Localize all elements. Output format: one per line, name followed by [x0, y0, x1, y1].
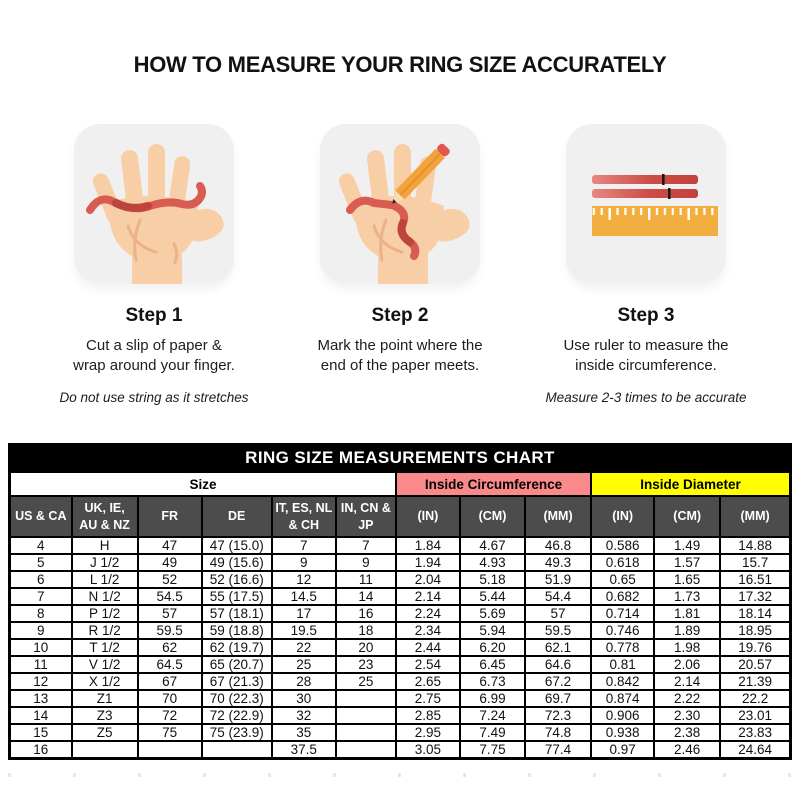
column-header: (MM): [525, 496, 591, 537]
table-cell: 0.906: [591, 707, 654, 724]
table-cell: 1.98: [654, 639, 720, 656]
table-cell: 2.24: [396, 605, 460, 622]
table-cell: 2.04: [396, 571, 460, 588]
table-cell: 0.874: [591, 690, 654, 707]
table-cell: Z5: [72, 724, 138, 741]
table-cell: 19.5: [272, 622, 336, 639]
table-cell: 11: [10, 656, 72, 673]
step-desc-line: Cut a slip of paper &: [86, 337, 222, 354]
column-header: US & CA: [10, 496, 72, 537]
table-cell: 62: [138, 639, 202, 656]
column-header: (CM): [460, 496, 525, 537]
column-header: FR: [138, 496, 202, 537]
size-group-header: Size: [10, 472, 396, 496]
table-cell: V 1/2: [72, 656, 138, 673]
table-cell: 25: [336, 673, 396, 690]
table-cell: 22: [272, 639, 336, 656]
column-header: (IN): [591, 496, 654, 537]
step-2-title: Step 2: [371, 305, 429, 326]
table-cell: 59 (18.8): [202, 622, 272, 639]
table-cell: 46.8: [525, 537, 591, 554]
table-cell: 1.73: [654, 588, 720, 605]
table-cell: 14: [10, 707, 72, 724]
table-cell: 6.99: [460, 690, 525, 707]
paper-strip-marked: [592, 174, 698, 199]
table-cell: 0.618: [591, 554, 654, 571]
table-cell: 2.46: [654, 741, 720, 758]
table-cell: 23.01: [720, 707, 790, 724]
table-cell: 20.57: [720, 656, 790, 673]
step-3-note: Measure 2-3 times to be accurate: [545, 389, 747, 405]
step-3: [526, 124, 766, 407]
table-cell: 6.73: [460, 673, 525, 690]
table-row: [10, 588, 791, 605]
table-cell: 7.49: [460, 724, 525, 741]
table-cell: 0.746: [591, 622, 654, 639]
table-cell: 59.5: [525, 622, 591, 639]
table-cell: 51.9: [525, 571, 591, 588]
table-cell: 72.3: [525, 707, 591, 724]
table-cell: 18.95: [720, 622, 790, 639]
table-cell: Z3: [72, 707, 138, 724]
table-cell: 1.49: [654, 537, 720, 554]
step-desc-line: inside circumference.: [575, 357, 717, 375]
table-cell: 59.5: [138, 622, 202, 639]
table-cell: 55 (17.5): [202, 588, 272, 605]
table-cell: H: [72, 537, 138, 554]
table-cell: 24.64: [720, 741, 790, 758]
table-cell: N 1/2: [72, 588, 138, 605]
step-1-note: Do not use string as it stretches: [59, 389, 249, 405]
ruler-with-paper-strips-icon: [566, 124, 726, 284]
table-cell: 2.75: [396, 690, 460, 707]
table-cell: 47 (15.0): [202, 537, 272, 554]
table-cell: 0.714: [591, 605, 654, 622]
column-header: (CM): [654, 496, 720, 537]
table-cell: 2.38: [654, 724, 720, 741]
table-cell: 2.30: [654, 707, 720, 724]
table-cell: 62 (19.7): [202, 639, 272, 656]
ring-size-table: [8, 443, 792, 760]
table-cell: 37.5: [272, 741, 336, 758]
table-cell: 64.5: [138, 656, 202, 673]
table-cell: 57: [138, 605, 202, 622]
table-cell: 7.75: [460, 741, 525, 758]
table-cell: 74.8: [525, 724, 591, 741]
table-cell: 4.67: [460, 537, 525, 554]
table-cell: 32: [272, 707, 336, 724]
group-header-row: [10, 472, 791, 496]
table-cell: 7: [10, 588, 72, 605]
table-cell: 57 (18.1): [202, 605, 272, 622]
table-row: [10, 707, 791, 724]
table-cell: 70 (22.3): [202, 690, 272, 707]
table-cell: 52: [138, 571, 202, 588]
table-cell: 14.5: [272, 588, 336, 605]
table-cell: 2.14: [654, 673, 720, 690]
step-3-illustration-card: [566, 124, 726, 284]
table-cell: 6.20: [460, 639, 525, 656]
page-title: HOW TO MEASURE YOUR RING SIZE ACCURATELY: [133, 52, 667, 77]
table-cell: 75: [138, 724, 202, 741]
table-cell: 14: [336, 588, 396, 605]
table-cell: 18.14: [720, 605, 790, 622]
table-cell: L 1/2: [72, 571, 138, 588]
hand-with-paper-strip-icon: [74, 124, 234, 284]
table-row: [10, 673, 791, 690]
table-cell: 0.682: [591, 588, 654, 605]
table-cell: 4.93: [460, 554, 525, 571]
column-header: DE: [202, 496, 272, 537]
step-3-title: Step 3: [617, 305, 675, 326]
table-cell: 67 (21.3): [202, 673, 272, 690]
step-2: [280, 124, 520, 407]
table-cell: 72: [138, 707, 202, 724]
table-cell: [336, 690, 396, 707]
table-cell: 49 (15.6): [202, 554, 272, 571]
column-header: (MM): [720, 496, 790, 537]
table-cell: 0.586: [591, 537, 654, 554]
step-1-description: [73, 336, 235, 377]
table-cell: 9: [336, 554, 396, 571]
table-cell: X 1/2: [72, 673, 138, 690]
table-cell: 72 (22.9): [202, 707, 272, 724]
step-desc-line: Mark the point where the: [317, 337, 483, 354]
table-cell: [202, 741, 272, 758]
table-cell: 5.94: [460, 622, 525, 639]
table-cell: 9: [10, 622, 72, 639]
table-row: [10, 537, 791, 554]
table-cell: 1.94: [396, 554, 460, 571]
table-cell: 35: [272, 724, 336, 741]
table-cell: 1.57: [654, 554, 720, 571]
table-row: [10, 554, 791, 571]
step-1-title: Step 1: [125, 305, 183, 326]
table-cell: 7: [272, 537, 336, 554]
table-cell: 5.69: [460, 605, 525, 622]
table-title-row: [10, 444, 791, 472]
ring-size-guide-page: [0, 52, 800, 777]
table-cell: 64.6: [525, 656, 591, 673]
table-cell: 0.97: [591, 741, 654, 758]
table-cell: 9: [272, 554, 336, 571]
table-cell: 7: [336, 537, 396, 554]
table-cell: 2.22: [654, 690, 720, 707]
table-cell: 23: [336, 656, 396, 673]
table-cell: 23.83: [720, 724, 790, 741]
table-cell: 52 (16.6): [202, 571, 272, 588]
column-header: IT, ES, NL & CH: [272, 496, 336, 537]
table-cell: 2.65: [396, 673, 460, 690]
step-desc-line: end of the paper meets.: [320, 357, 480, 375]
table-cell: 57: [525, 605, 591, 622]
column-header: (IN): [396, 496, 460, 537]
table-cell: 4: [10, 537, 72, 554]
table-cell: 5.44: [460, 588, 525, 605]
table-cell: 7.24: [460, 707, 525, 724]
step-2-description: [317, 336, 482, 377]
table-cell: 67: [138, 673, 202, 690]
step-3-description: [563, 336, 728, 377]
table-row: [10, 622, 791, 639]
table-cell: [138, 741, 202, 758]
table-cell: 0.778: [591, 639, 654, 656]
table-cell: P 1/2: [72, 605, 138, 622]
ruler: [592, 206, 718, 236]
column-header-row: [10, 496, 791, 537]
table-cell: 10: [10, 639, 72, 656]
inside-diameter-group-header: Inside Diameter: [591, 472, 790, 496]
table-cell: 5: [10, 554, 72, 571]
table-cell: 6.45: [460, 656, 525, 673]
table-cell: 8: [10, 605, 72, 622]
table-cell: 54.4: [525, 588, 591, 605]
steps-section: [0, 124, 800, 407]
step-1: [34, 124, 274, 407]
table-cell: 21.39: [720, 673, 790, 690]
hand: [90, 144, 223, 284]
table-cell: 75 (23.9): [202, 724, 272, 741]
cropped-next-section-edge: [8, 773, 792, 777]
table-row: [10, 724, 791, 741]
table-cell: 47: [138, 537, 202, 554]
table-cell: 12: [10, 673, 72, 690]
table-cell: 12: [272, 571, 336, 588]
inside-circumference-group-header: Inside Circumference: [396, 472, 591, 496]
table-cell: 16: [10, 741, 72, 758]
table-cell: 22.2: [720, 690, 790, 707]
table-cell: 65 (20.7): [202, 656, 272, 673]
table-cell: 19.76: [720, 639, 790, 656]
column-header: IN, CN & JP: [336, 496, 396, 537]
table-row: [10, 690, 791, 707]
table-cell: 1.81: [654, 605, 720, 622]
table-row: [10, 656, 791, 673]
table-cell: 2.54: [396, 656, 460, 673]
table-cell: 20: [336, 639, 396, 656]
table-cell: 25: [272, 656, 336, 673]
step-2-illustration-card: [320, 124, 480, 284]
hand-with-pencil-icon: [320, 124, 480, 284]
table-cell: 0.842: [591, 673, 654, 690]
step-desc-line: Use ruler to measure the: [563, 337, 729, 354]
table-cell: R 1/2: [72, 622, 138, 639]
table-cell: 18: [336, 622, 396, 639]
table-cell: [336, 741, 396, 758]
table-cell: Z1: [72, 690, 138, 707]
table-row: [10, 605, 791, 622]
table-cell: 2.95: [396, 724, 460, 741]
table-cell: 15: [10, 724, 72, 741]
table-cell: 16.51: [720, 571, 790, 588]
table-cell: 2.85: [396, 707, 460, 724]
table-cell: 11: [336, 571, 396, 588]
table-cell: 3.05: [396, 741, 460, 758]
table-cell: [336, 724, 396, 741]
table-cell: 6: [10, 571, 72, 588]
step-desc-line: wrap around your finger.: [73, 357, 235, 375]
table-cell: 54.5: [138, 588, 202, 605]
table-cell: 70: [138, 690, 202, 707]
table-cell: 2.06: [654, 656, 720, 673]
table-cell: 14.88: [720, 537, 790, 554]
table-row: [10, 571, 791, 588]
table-cell: 17.32: [720, 588, 790, 605]
table-cell: 67.2: [525, 673, 591, 690]
table-cell: 0.65: [591, 571, 654, 588]
step-1-illustration-card: [74, 124, 234, 284]
table-cell: 62.1: [525, 639, 591, 656]
table-cell: 13: [10, 690, 72, 707]
table-cell: 28: [272, 673, 336, 690]
table-cell: 1.89: [654, 622, 720, 639]
table-cell: 1.65: [654, 571, 720, 588]
table-cell: 5.18: [460, 571, 525, 588]
table-cell: 2.44: [396, 639, 460, 656]
table-cell: 2.34: [396, 622, 460, 639]
table-cell: 17: [272, 605, 336, 622]
table-cell: 0.81: [591, 656, 654, 673]
table-row: [10, 741, 791, 758]
table-cell: 49: [138, 554, 202, 571]
table-cell: 15.7: [720, 554, 790, 571]
table-cell: 49.3: [525, 554, 591, 571]
table-cell: 2.14: [396, 588, 460, 605]
table-cell: [336, 707, 396, 724]
table-cell: [72, 741, 138, 758]
table-cell: 0.938: [591, 724, 654, 741]
table-cell: 30: [272, 690, 336, 707]
column-header: UK, IE, AU & NZ: [72, 496, 138, 537]
table-row: [10, 639, 791, 656]
table-cell: J 1/2: [72, 554, 138, 571]
table-cell: T 1/2: [72, 639, 138, 656]
table-cell: 16: [336, 605, 396, 622]
table-cell: 1.84: [396, 537, 460, 554]
table-cell: 77.4: [525, 741, 591, 758]
table-title: RING SIZE MEASUREMENTS CHART: [10, 444, 791, 472]
table-cell: 69.7: [525, 690, 591, 707]
